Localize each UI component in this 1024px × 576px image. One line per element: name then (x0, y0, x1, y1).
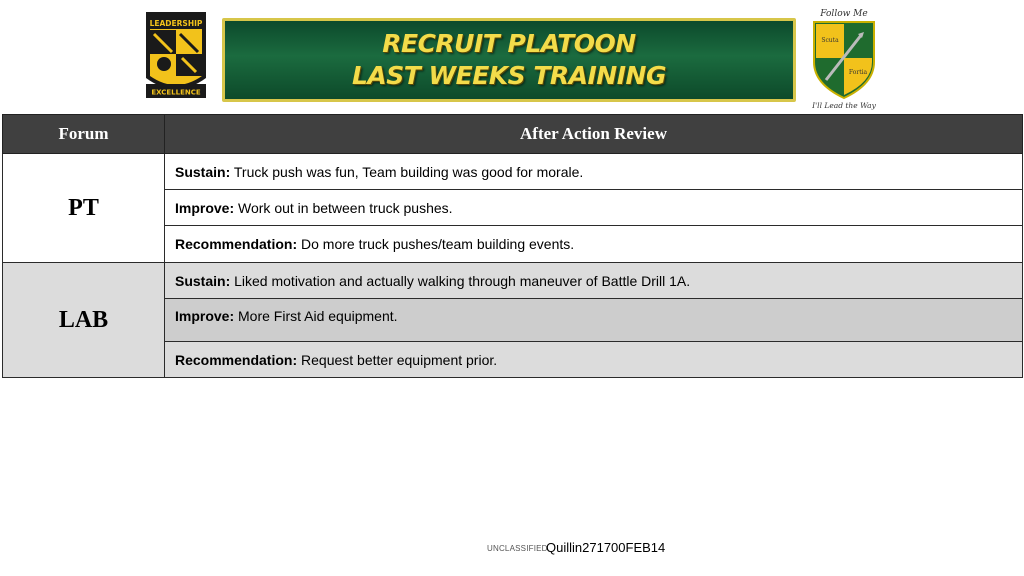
row-text: Work out in between truck pushes. (238, 199, 453, 216)
row-label: Recommendation: (175, 236, 298, 252)
title-banner (222, 18, 796, 102)
follow-me-crest-logo (804, 4, 886, 112)
row-text: Do more truck pushes/team building events. (301, 236, 575, 252)
recommendation-cell (165, 342, 1023, 378)
after-action-review-table (2, 114, 1023, 378)
logo-bottom-text: EXCELLENCE (151, 88, 201, 97)
recommendation-cell (165, 226, 1023, 263)
row-text: More First Aid equipment. (238, 308, 398, 324)
row-text: Truck push was fun, Team building was good for morale. (233, 163, 584, 180)
footer-code: Quillin271700FEB14 (546, 540, 666, 555)
row-label: Sustain: (175, 163, 231, 180)
forum-cell-lab: LAB (3, 263, 165, 378)
improve-cell (165, 190, 1023, 226)
row-text: Liked motivation and actually walking through maneuver of Battle Drill 1A. (234, 272, 691, 289)
leadership-excellence-logo (142, 8, 210, 102)
row-label: Improve: (175, 308, 235, 324)
logo-top-text: LEADERSHIP (149, 19, 203, 28)
row-label: Sustain: (175, 272, 231, 289)
table-row (3, 154, 1023, 190)
review-column-header: After Action Review (165, 115, 1023, 154)
table-header-row (3, 115, 1023, 154)
row-text: Request better equipment prior. (301, 351, 498, 368)
forum-cell-pt: PT (3, 154, 165, 263)
table-row (3, 263, 1023, 299)
row-label: Improve: (175, 199, 235, 216)
crest-motto-top: Follow Me (820, 9, 868, 19)
sustain-cell (165, 154, 1023, 190)
classification-marking: UNCLASSIFIED (487, 544, 548, 553)
crest-left-word: Scuta (821, 37, 839, 44)
crest-right-word: Fortia (848, 69, 868, 76)
banner-title-line1: RECRUIT PLATOON (382, 29, 636, 58)
banner-title-line2: LAST WEEKS TRAINING (352, 61, 666, 90)
sustain-cell (165, 263, 1023, 299)
forum-column-header: Forum (3, 115, 165, 154)
row-label: Recommendation: (175, 351, 298, 368)
crest-motto-bottom: I'll Lead the Way (812, 101, 876, 110)
improve-cell (165, 299, 1023, 342)
